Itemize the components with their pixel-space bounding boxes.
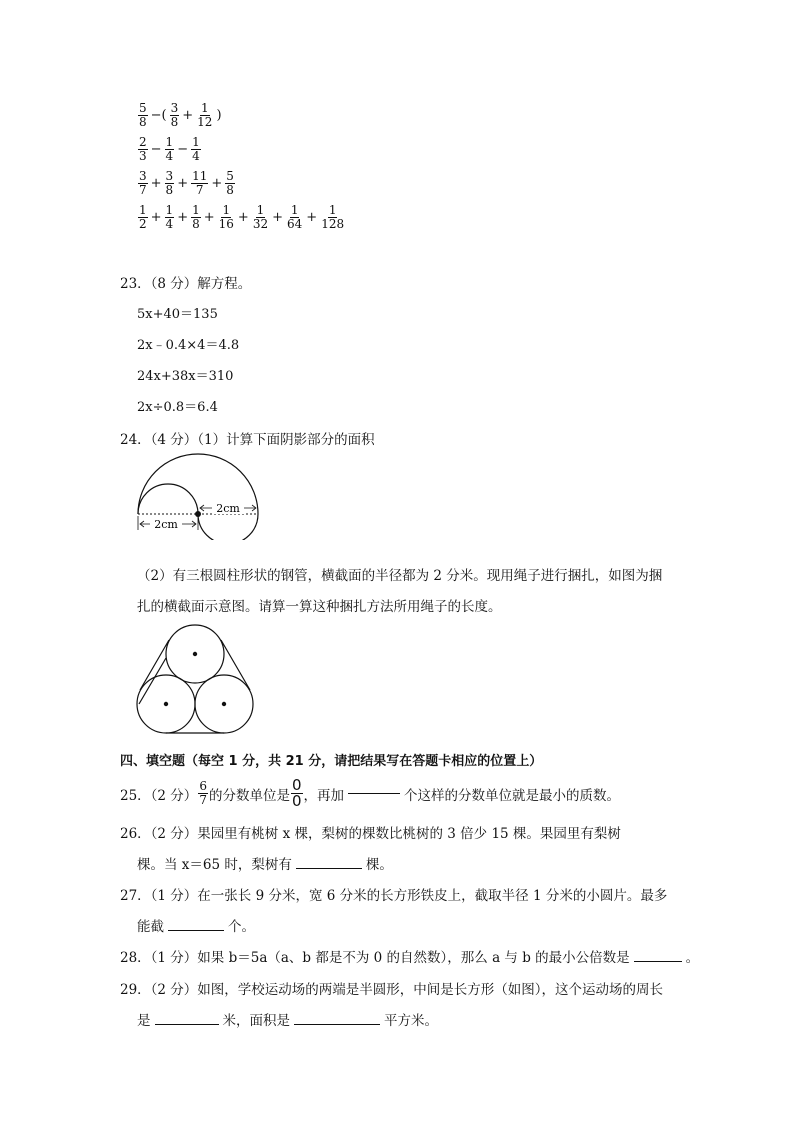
q25-zero-fraction: $\frac{0}{0}$ xyxy=(291,776,302,810)
expression-1 xyxy=(137,98,346,132)
fraction: $\frac{3}{8}$ xyxy=(170,100,179,129)
expression-4 xyxy=(137,200,346,234)
q25 xyxy=(120,778,620,809)
q26-answer-blank[interactable] xyxy=(296,868,362,869)
q24-part2-line1: （2）有三根圆柱形状的钢管，横截面的半径都为 2 分米。现用绳子进行捆扎，如图为捆 xyxy=(137,568,663,584)
q25-after: ，再加 xyxy=(303,787,344,804)
fraction: $\frac{1}{8}$ xyxy=(192,202,200,231)
fraction: $\frac{1}{2}$ xyxy=(139,202,147,231)
fraction: $\frac{5}{8}$ xyxy=(139,100,147,129)
three-pipes-figure xyxy=(130,618,270,738)
operator: + xyxy=(150,209,162,225)
q25-mid: 的分数单位是 xyxy=(208,787,290,804)
fraction: $\frac{1}{12}$ xyxy=(197,100,213,129)
q26-line1: 26．（2 分）果园里有桃树 x 棵，梨树的棵数比桃树的 3 倍少 15 棵。果园里有梨树 xyxy=(120,826,621,842)
operator: + xyxy=(182,107,194,123)
fraction: $\frac{1}{16}$ xyxy=(218,202,234,231)
operator: + xyxy=(306,209,318,225)
fraction: $\frac{1}{4}$ xyxy=(165,134,174,163)
q23-equation-3: 24x+38x＝310 xyxy=(137,369,234,384)
operator: + xyxy=(177,175,189,191)
q29-line2: 是 米，面积是 平方米。 xyxy=(137,1013,438,1029)
operator: + xyxy=(272,209,284,225)
q23-equation-1: 5x+40＝135 xyxy=(137,307,218,322)
label-2cm-bottom: 2cm xyxy=(154,518,178,531)
fraction: $\frac{2}{3}$ xyxy=(139,134,147,163)
operator: −( xyxy=(150,107,167,123)
expression-2 xyxy=(137,132,346,166)
operator: + xyxy=(150,175,162,191)
expression-3 xyxy=(137,166,346,200)
section-4-heading: 四、填空题（每空 1 分，共 21 分，请把结果写在答题卡相应的位置上） xyxy=(120,754,543,769)
q27-answer-blank[interactable] xyxy=(168,930,224,931)
q26-line2: 棵。当 x＝65 时，梨树有 棵。 xyxy=(137,857,393,873)
fraction: $\frac{3}{7}$ xyxy=(139,168,147,197)
q24-title: 24．（4 分）（1）计算下面阴影部分的面积 xyxy=(120,432,375,448)
q23-equation-4: 2x÷0.8＝6.4 xyxy=(137,400,218,415)
q28-answer-blank[interactable] xyxy=(634,961,682,962)
fraction: $\frac{5}{8}$ xyxy=(226,168,234,197)
fraction: $\frac{1}{32}$ xyxy=(252,202,269,231)
q25-fraction: $\frac{6}{7}$ xyxy=(199,779,207,807)
fraction: $\frac{1}{128}$ xyxy=(321,202,345,231)
operator: − xyxy=(177,141,189,157)
shaded-area-figure xyxy=(130,450,270,540)
operator: + xyxy=(177,209,189,225)
q25-answer-blank[interactable] xyxy=(348,793,400,794)
q29-perimeter-blank[interactable] xyxy=(155,1024,219,1025)
fraction: $\frac{1}{64}$ xyxy=(287,202,303,231)
operator: + xyxy=(203,209,215,225)
q25-prefix: 25．（2 分） xyxy=(120,787,198,804)
fraction: $\frac{3}{8}$ xyxy=(165,168,174,197)
q23-title: 23．（8 分）解方程。 xyxy=(120,276,252,292)
fraction: $\frac{1}{4}$ xyxy=(192,134,200,163)
operator: ) xyxy=(216,107,222,123)
q25-suffix: 个这样的分数单位就是最小的质数。 xyxy=(404,787,620,804)
q29-area-blank[interactable] xyxy=(294,1024,380,1025)
q28: 28．（1 分）如果 b＝5a（a、b 都是不为 0 的自然数），那么 a 与 b 的最小公倍数是 。 xyxy=(120,950,700,966)
label-2cm-right: 2cm xyxy=(216,502,240,515)
operator: + xyxy=(237,209,249,225)
q27-line2: 能截 个。 xyxy=(137,919,255,935)
q27-line1: 27．（1 分）在一张长 9 分米，宽 6 分米的长方形铁皮上，截取半径 1 分米的小圆片。最多 xyxy=(120,888,668,904)
fraction: $\frac{11}{7}$ xyxy=(192,168,208,197)
q29-line1: 29．（2 分）如图，学校运动场的两端是半圆形，中间是长方形（如图），这个运动场的周长 xyxy=(120,982,664,998)
fraction: $\frac{1}{4}$ xyxy=(165,202,174,231)
operator: + xyxy=(211,175,223,191)
q24-part2-line2: 扎的横截面示意图。请算一算这种捆扎方法所用绳子的长度。 xyxy=(137,599,502,615)
q23-equation-2: 2x﹣0.4×4＝4.8 xyxy=(137,338,240,353)
expression-list xyxy=(137,98,346,234)
operator: − xyxy=(150,141,162,157)
